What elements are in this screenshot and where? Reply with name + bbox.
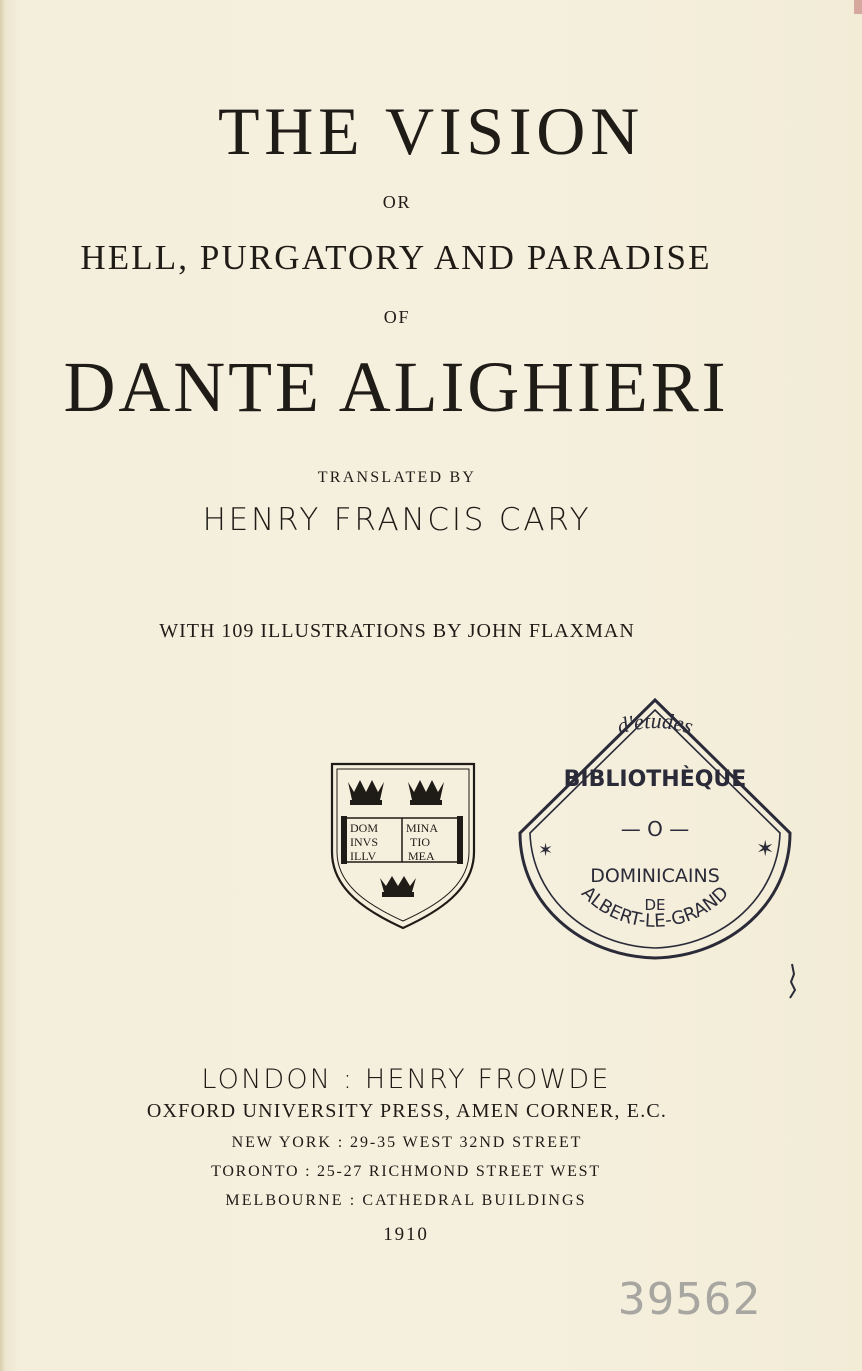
- svg-text:d'études: [614, 708, 696, 739]
- corner-mark: [854, 0, 862, 14]
- motto-text: DOM: [350, 821, 379, 835]
- translated-by-label: TRANSLATED BY: [317, 469, 477, 486]
- publisher-line: LONDON : HENRY FROWDE: [201, 1064, 611, 1095]
- melbourne-address: MELBOURNE : CATHEDRAL BUILDINGS: [225, 1192, 587, 1209]
- motto-text: TIO: [410, 835, 430, 849]
- publication-year: 1910: [383, 1224, 429, 1245]
- toronto-address: TORONTO : 25-27 RICHMOND STREET WEST: [211, 1163, 601, 1180]
- stamp-center-text: BIBLIOTHÈQUE: [563, 767, 747, 792]
- title-connector-or: OR: [382, 192, 412, 212]
- stamp-arc-text: d'études: [613, 707, 697, 739]
- press-line: OXFORD UNIVERSITY PRESS, AMEN CORNER, E.C.: [146, 1100, 668, 1122]
- star-icon: ✶: [538, 840, 554, 861]
- star-icon: ✶: [756, 837, 775, 862]
- library-stamp: [510, 688, 800, 978]
- ink-mark: [782, 962, 802, 1002]
- oxford-shield-emblem: [328, 760, 478, 932]
- motto-text: ILLV: [350, 849, 377, 863]
- crown-icon: [348, 780, 384, 805]
- illustrations-line: WITH 109 ILLUSTRATIONS BY JOHN FLAXMAN: [159, 620, 635, 642]
- new-york-address: NEW YORK : 29-35 WEST 32ND STREET: [231, 1134, 583, 1151]
- accession-number: 39562: [618, 1273, 762, 1325]
- crown-icon: [408, 780, 444, 805]
- stamp-line-1: DOMINICAINS: [590, 865, 720, 887]
- motto-text: MEA: [408, 849, 435, 863]
- title-connector-of: OF: [383, 307, 411, 327]
- translator-name: HENRY FRANCIS CARY: [202, 502, 592, 538]
- crown-icon: [380, 876, 416, 897]
- motto-text: INVS: [350, 835, 379, 849]
- author-name: DANTE ALIGHIERI: [63, 347, 729, 427]
- book-title: THE VISION: [218, 93, 644, 169]
- book-subtitle: HELL, PURGATORY AND PARADISE: [80, 238, 712, 277]
- stamp-line-2: DE: [644, 896, 666, 914]
- stamp-divider: — O —: [620, 817, 690, 841]
- stamp-arc-text: ALBERT-LE-GRAND: [577, 882, 733, 932]
- motto-text: MINA: [406, 821, 438, 835]
